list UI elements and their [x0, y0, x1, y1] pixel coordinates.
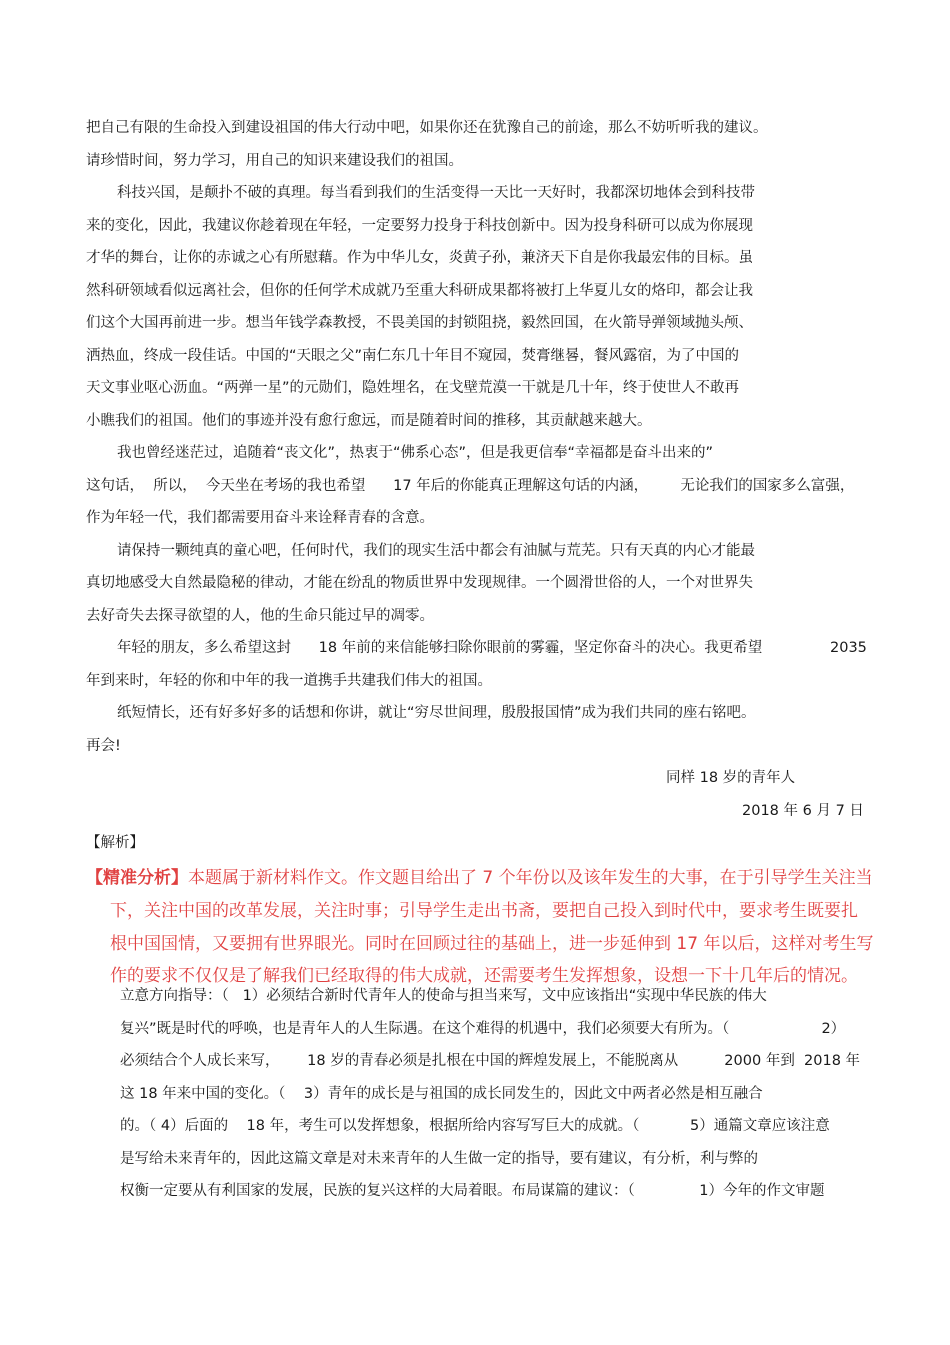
- letter-line: 把自己有限的生命投入到建设祖国的伟大行动中吧，如果你还在犹豫自己的前途，那么不妨听听我的建议。: [86, 120, 768, 136]
- letter-line: 请保持一颗纯真的童心吧，任何时代，我们的现实生活中都会有油腻与荒芜。只有天真的内心才能最: [117, 543, 755, 559]
- letter-line: 这句话， 所以， 今天坐在考场的我也希望 17 年后的你能真正理解这句话的内涵， 无论我们的国家多么富强，: [86, 478, 855, 494]
- letter-line: 来的变化，因此，我建议你趁着现在年轻，一定要努力投身于科技创新中。因为投身科研可以成为你展现: [86, 218, 753, 234]
- letter-line: 真切地感受大自然最隐秘的律动，才能在纷乱的物质世界中发现规律。一个圆滑世俗的人，一个对世界失: [86, 575, 753, 591]
- letter-line: 天文事业呕心沥血。“两弹一星”的元勋们，隐姓埋名，在戈壁荒漠一干就是几十年，终于使世人不敢再: [86, 380, 740, 396]
- letter-line: 洒热血，终成一段佳话。中国的“天眼之父”南仁东几十年目不窥园，焚膏继晷，餐风露宿，为了中国的: [86, 348, 740, 364]
- letter-line: 科技兴国，是颠扑不破的真理。每当看到我们的生活变得一天比一天好时，我都深切地体会到科技带: [117, 185, 755, 201]
- precise-analysis-line: 根中国国情，又要拥有世界眼光。同时在回顾过往的基础上，进一步延伸到 17 年以后，这样对考生写: [110, 934, 874, 954]
- letter-line: 去好奇失去探寻欲望的人，他的生命只能过早的凋零。: [86, 608, 434, 624]
- precise-analysis-line: 下，关注中国的改革发展，关注时事；引导学生走出书斋，要把自己投入到时代中，要求考生既要扎: [110, 901, 858, 921]
- letter-line: 才华的舞台，让你的赤诚之心有所慰藉。作为中华儿女，炎黄子孙，兼济天下自是你我最宏伟的目标。虽: [86, 250, 753, 266]
- letter-line: 请珍惜时间，努力学习，用自己的知识来建设我们的祖国。: [86, 153, 463, 169]
- guide-line: 权衡一定要从有利国家的发展，民族的复兴这样的大局着眼。布局谋篇的建议：（ 1）今年的作文审题: [120, 1183, 825, 1199]
- precise-analysis-label: 【精准分析】: [86, 868, 188, 888]
- letter-line: 作为年轻一代，我们都需要用奋斗来诠释青春的含意。: [86, 510, 434, 526]
- precise-analysis-text: 本题属于新材料作文。作文题目给出了 7 个年份以及该年发生的大事，在于引导学生关注当: [188, 868, 873, 888]
- letter-line: 小瞧我们的祖国。他们的事迹并没有愈行愈远，而是随着时间的推移，其贡献越来越大。: [86, 413, 652, 429]
- letter-line-year: 2035: [830, 640, 867, 656]
- guide-line: 是写给未来青年的，因此这篇文章是对未来青年的人生做一定的指导，要有建议，有分析，利与弊的: [120, 1151, 758, 1167]
- guide-line: 立意方向指导：（ 1）必须结合新时代青年人的使命与担当来写，文中应该指出“实现中华民族的伟大: [120, 988, 767, 1004]
- precise-analysis-line: [86, 866, 873, 890]
- letter-line: 然科研领域看似远离社会，但你的任何学术成就乃至重大科研成果都将被打上华夏儿女的烙印，都会让我: [86, 283, 753, 299]
- guide-line: 这 18 年来中国的变化。（ 3）青年的成长是与祖国的成长同发生的，因此文中两者必然是相互融合: [120, 1086, 763, 1102]
- signature: 同样 18 岁的青年人: [666, 770, 796, 786]
- letter-line: 年到来时，年轻的你和中年的我一道携手共建我们伟大的祖国。: [86, 673, 492, 689]
- letter-line: 年轻的朋友，多么希望这封 18 年前的来信能够扫除你眼前的雾霾，坚定你奋斗的决心。我更希望: [117, 640, 763, 656]
- analysis-header: 【解析】: [86, 835, 144, 851]
- guide-line: 复兴”既是时代的呼唤，也是青年人的人生际遇。在这个难得的机遇中，我们必须要大有所为。（ 2）: [120, 1021, 846, 1037]
- letter-line: 纸短情长，还有好多好多的话想和你讲，就让“穷尽世间理，殷殷报国情”成为我们共同的座右铭吧。: [117, 705, 756, 721]
- letter-line: 我也曾经迷茫过，追随着“丧文化”，热衷于“佛系心态”，但是我更信奉“幸福都是奋斗出来的”: [117, 445, 714, 461]
- guide-line: 的。（ 4）后面的 18 年，考生可以发挥想象，根据所给内容写写巨大的成就。（ 5）通篇文章应该注意: [120, 1118, 830, 1134]
- letter-line: 再会!: [86, 738, 121, 754]
- guide-line: 必须结合个人成长来写， 18 岁的青春必须是扎根在中国的辉煌发展上，不能脱离从 2000 年到 2018 年: [120, 1053, 861, 1069]
- letter-date: 2018 年 6 月 7 日: [742, 803, 864, 819]
- letter-line: 们这个大国再前进一步。想当年钱学森教授，不畏美国的封锁阻挠，毅然回国，在火箭导弹领域抛头颅、: [86, 315, 753, 331]
- precise-analysis-line: 作的要求不仅仅是了解我们已经取得的伟大成就，还需要考生发挥想象，设想一下十几年后的情况。: [110, 966, 858, 986]
